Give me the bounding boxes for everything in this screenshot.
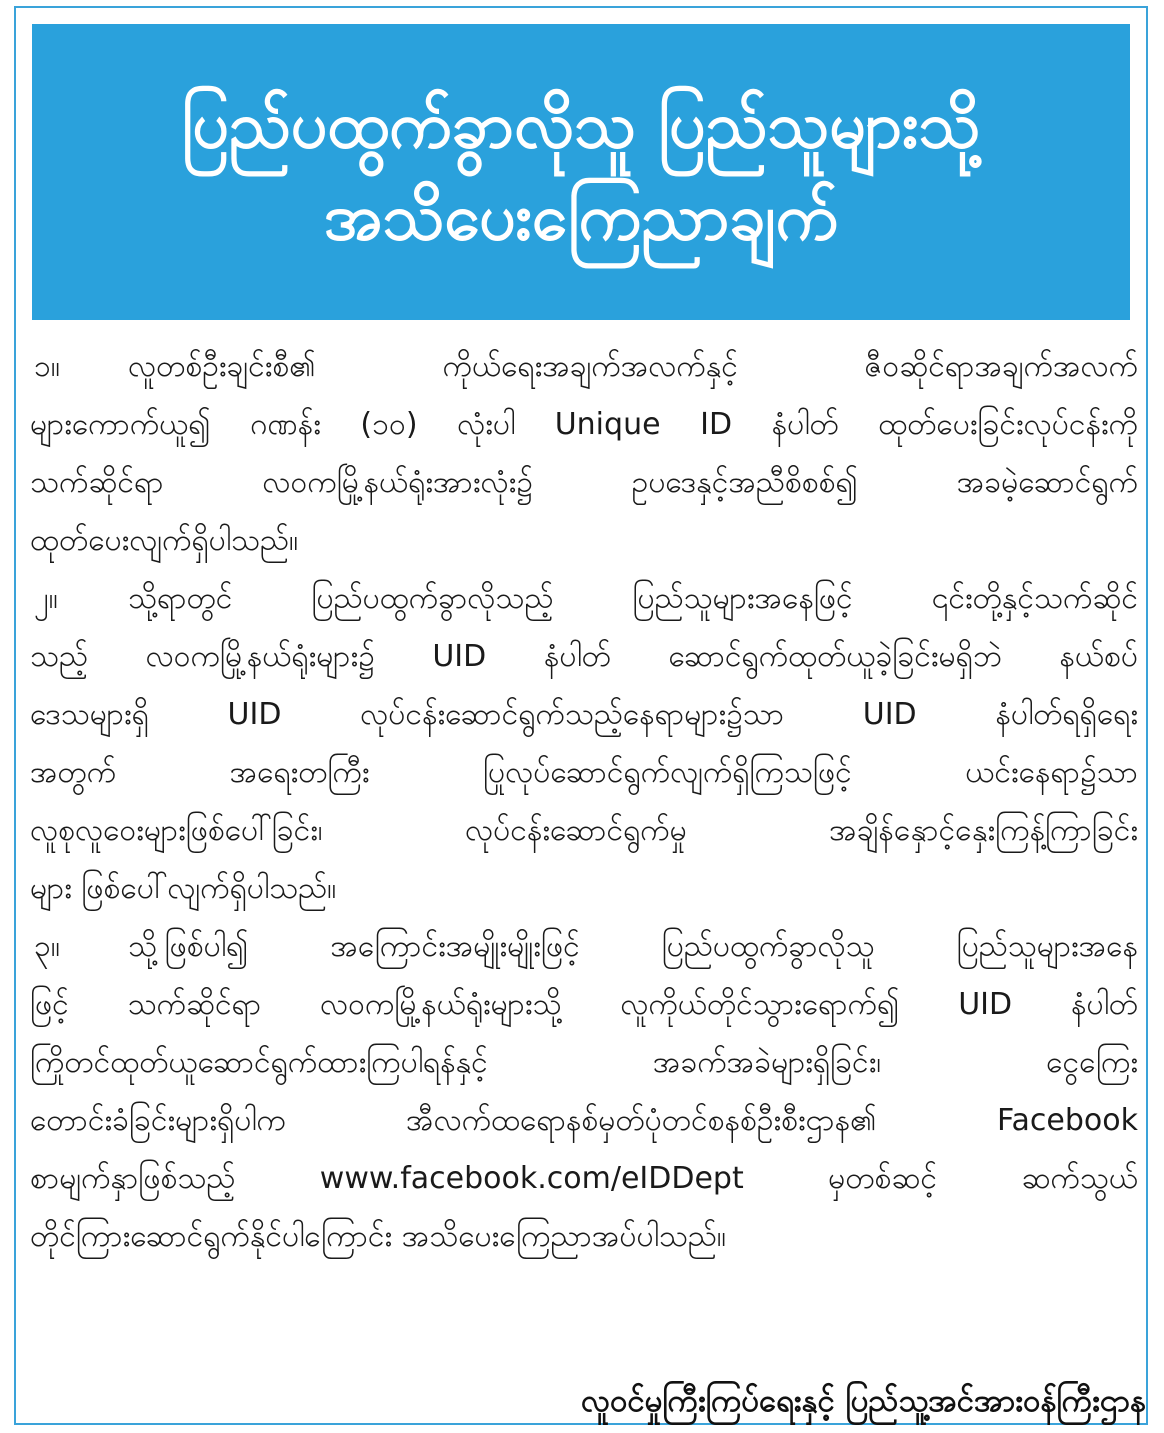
paragraph-3 <box>30 918 1138 1266</box>
announcement-body <box>30 338 1138 1266</box>
paragraph-line: လူစုလူဝေးများဖြစ်ပေါ်ခြင်း၊ လုပ်ငန်းဆောင်ရွက်မှု အချိန်နှောင့်နှေးကြန့်ကြာခြင်း <box>30 813 1138 848</box>
paragraph-line: သည့် လဝကမြို့နယ်ရုံးများ၌ UID နံပါတ် ဆောင်ရွက်ထုတ်ယူခဲ့ခြင်းမရှိဘဲ နယ်စပ် <box>30 639 1138 674</box>
title-banner <box>32 24 1130 320</box>
paragraph-number: ၂။ <box>34 581 58 616</box>
paragraph-line: ဒေသများရှိ UID လုပ်ငန်းဆောင်ရွက်သည့်နေရာများ၌သာ UID နံပါတ်ရရှိရေး <box>30 697 1138 732</box>
paragraph-text: လူတစ်ဦးချင်းစီ၏ ကိုယ်ရေးအချက်အလက်နှင့် ဇီဝဆိုင်ရာအချက်အလက် <box>128 349 1138 384</box>
paragraph-line <box>30 338 1138 396</box>
paragraph-line: တိုင်ကြားဆောင်ရွက်နိုင်ပါကြောင်း အသိပေးကြေညာအပ်ပါသည်။ <box>30 1219 726 1254</box>
announcement-frame <box>14 6 1148 1425</box>
paragraph-line: ထုတ်ပေးလျက်ရှိပါသည်။ <box>30 523 299 558</box>
paragraph-text: သို့ရာတွင် ပြည်ပထွက်ခွာလိုသည့် ပြည်သူများအနေဖြင့် ၎င်းတို့နှင့်သက်ဆိုင် <box>128 581 1138 616</box>
paragraph-line: စာမျက်နှာဖြစ်သည့် www.facebook.com/eIDDept မှတစ်ဆင့် ဆက်သွယ် <box>30 1161 1138 1196</box>
paragraph-line: များကောက်ယူ၍ ဂဏန်း (၁၀) လုံးပါ Unique ID နံပါတ် ထုတ်ပေးခြင်းလုပ်ငန်းကို <box>30 407 1138 442</box>
paragraph-line: ဖြင့် သက်ဆိုင်ရာ လဝကမြို့နယ်ရုံးများသို့ လူကိုယ်တိုင်သွားရောက်၍ UID နံပါတ် <box>30 987 1138 1022</box>
paragraph-number: ၁။ <box>34 349 60 384</box>
signature-ministry: လူဝင်မှုကြီးကြပ်ရေးနှင့် ပြည်သူ့အင်အားဝန်ကြီးဌာန <box>581 1383 1146 1419</box>
paragraph-line: ကြိုတင်ထုတ်ယူဆောင်ရွက်ထားကြပါရန်နှင့် အခက်အခဲများရှိခြင်း၊ ငွေကြေး <box>30 1045 1138 1080</box>
paragraph-line <box>30 570 1138 628</box>
paragraph-line: အတွက် အရေးတကြီး ပြုလုပ်ဆောင်ရွက်လျက်ရှိကြသဖြင့် ယင်းနေရာ၌သာ <box>30 755 1138 790</box>
paragraph-1 <box>30 338 1138 570</box>
paragraph-2 <box>30 570 1138 918</box>
paragraph-text: သို့ဖြစ်ပါ၍ အကြောင်းအမျိုးမျိုးဖြင့် ပြည်ပထွက်ခွာလိုသူ ပြည်သူများအနေ <box>128 929 1138 964</box>
title-line-1: ပြည်ပထွက်ခွာလိုသူ ပြည်သူများသို့ <box>181 89 981 163</box>
paragraph-line: သက်ဆိုင်ရာ လဝကမြို့နယ်ရုံးအားလုံး၌ ဥပဒေနှင့်အညီစိစစ်၍ အခမဲ့ဆောင်ရွက် <box>30 465 1138 500</box>
title-line-2: အသိပေးကြေညာချက် <box>323 181 839 255</box>
paragraph-line: များ ဖြစ်ပေါ်လျက်ရှိပါသည်။ <box>30 871 337 906</box>
paragraph-number: ၃။ <box>34 929 60 964</box>
paragraph-line <box>30 918 1138 976</box>
paragraph-line: တောင်းခံခြင်းများရှိပါက အီလက်ထရောနစ်မှတ်ပုံတင်စနစ်ဦးစီးဌာန၏ Facebook <box>30 1103 1138 1138</box>
